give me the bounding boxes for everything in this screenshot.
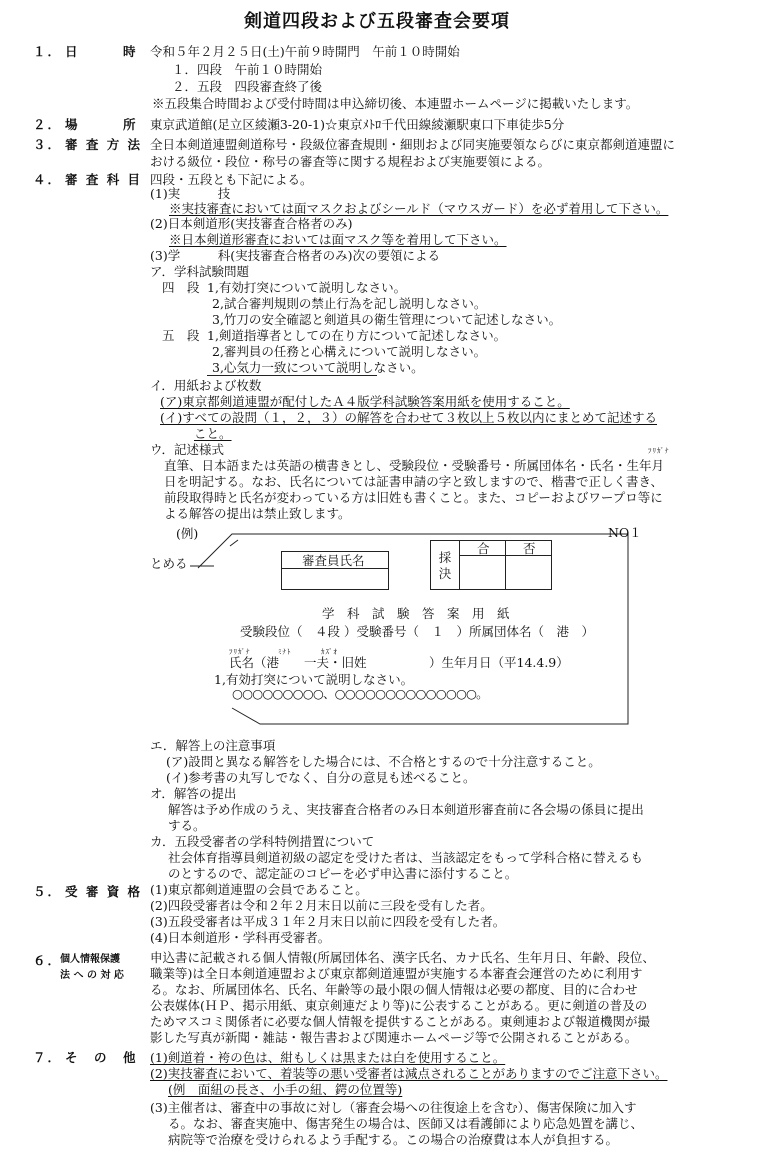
s2-venue: 東京武道館(足立区綾瀬3-20-1)☆東京ﾒﾄﾛ千代田線綾瀬駅東口下車徒歩5分: [150, 117, 565, 132]
e-item-a: (ア)設問と異なる解答をした場合には、不合格とするので十分注意すること。: [166, 754, 601, 769]
s7-line-2: (2)実技審査において、着装等の悪い受審者は減点されることがありますのでご注意下さい。: [150, 1066, 668, 1081]
s1-datetime: 令和５年２月２５日(土)午前９時開門 午前１０時開始: [150, 44, 460, 59]
s2-number: ２．: [33, 117, 63, 132]
s7-line-4: (3)主催者は、審査中の事故に対し（審査会場への往復途上を含む）、傷害保険に加入す: [150, 1100, 637, 1115]
u-line-3: 前段取得時と氏名が変わっている方は旧姓も書くこと。また、コピーおよびワープロ等に: [164, 490, 663, 505]
s1-line-2: ２．五段 四段審査終了後: [172, 79, 323, 94]
s5-number: ５．: [33, 884, 63, 899]
examiner-name-box: [281, 551, 389, 590]
furigana-minato: ﾐﾅﾄ: [278, 648, 292, 656]
s6-line-2: 職業等)は全日本剣道連盟および東京都剣道連盟が実施する本審査会運営のために利用す: [150, 966, 643, 981]
s7-label: そ の 他: [65, 1050, 138, 1065]
furigana-kazuo: ｶｽﾞｵ: [321, 648, 338, 656]
u-heading: ウ．記述様式: [150, 442, 225, 457]
s4-item-2-note: ※日本剣道形審査においては面マスク等を着用して下さい。: [169, 232, 507, 247]
s7-line-5: る。なお、審査実施中、傷害発生の場合は、医師又は看護師により応急処置を講じ、: [168, 1116, 644, 1131]
i-item-b-line-1: (イ)すべての設問（１，２，３）の解答を合わせて３枚以上５枚以内にまとめて記述する: [160, 410, 658, 425]
furigana-name: ﾌﾘｶﾞﾅ: [229, 648, 251, 656]
go-dan-q1: 1,剣道指導者としての在り方について記述しなさい。: [207, 328, 507, 343]
s3-line-2: おける級位・段位・称号の審査等に関する規程および実施要領による。: [150, 154, 551, 169]
s4-item-1: (1)実 技: [150, 186, 231, 201]
sheet-number: NO１: [608, 525, 642, 540]
s4-item-2: (2)日本剣道形(実技審査合格者のみ): [150, 216, 353, 231]
s7-line-3: (例 面紐の長さ、小手の紐、鍔の位置等): [168, 1082, 403, 1097]
i-heading: イ．用紙および枚数: [150, 378, 262, 393]
s6-line-6: 影した写真が新聞・雑誌・報告書および関連ホームページ等で公開されることがある。: [150, 1030, 638, 1045]
s6-line-1: 申込書に記載される個人情報(所属団体名、漢字氏名、カナ氏名、生年月日、年齢、段位、: [150, 950, 655, 965]
pass-label: 合: [477, 541, 490, 556]
s4-number: ４．: [33, 172, 63, 187]
s5-line-1: (1)東京都剣道連盟の会員であること。: [150, 882, 368, 897]
s5-line-4: (4)日本剣道形・学科再受審者。: [150, 930, 331, 945]
go-dan-label: 五 段: [162, 328, 200, 343]
example-label: (例): [176, 526, 199, 541]
s3-line-1: 全日本剣道連盟剣道称号・段級位審査規則・細則および同実施要領ならびに東京都剣道連盟に: [150, 137, 676, 152]
ka-line-1: 社会体育指導員剣道初級の認定を受けた者は、当該認定をもって学科合格に替えるも: [168, 850, 644, 865]
o-line-1: 解答は予め作成のうえ、実技審査合格者のみ日本剣道形審査前に各会場の係員に提出: [168, 802, 644, 817]
yon-dan-q2: 2,試合審判規則の禁止行為を記し説明しなさい。: [212, 296, 487, 311]
s3-number: ３．: [33, 137, 63, 152]
s7-line-1: (1)剣道着・袴の色は、紺もしくは黒または白を使用すること。: [150, 1050, 506, 1065]
s1-line-1: １．四段 午前１０時開始: [172, 62, 323, 77]
s1-note: ※五段集合時間および受付時間は申込締切後、本連盟ホームページに掲載いたします。: [152, 96, 639, 111]
o-line-2: する。: [168, 818, 206, 833]
staple-label: とめる: [150, 556, 188, 571]
s6-line-5: ためマスコミ関係者に必要な個人情報を提供することがある。東剣連および報道機関が撮: [150, 1014, 651, 1029]
examiner-name-label: 審査員氏名: [302, 553, 365, 568]
s7-number: ７．: [33, 1050, 63, 1065]
u-line-1: 直筆、日本語または英語の横書きとし、受験段位・受験番号・所属団体名・氏名・生年月: [164, 458, 665, 473]
u-line-4: よる解答の提出は禁止致します。: [164, 506, 351, 521]
page-title: 剣道四段および五段審査会要項: [244, 11, 510, 32]
a-heading: ア．学科試験問題: [150, 264, 250, 279]
e-item-b: (イ)参考書の丸写しでなく、自分の意見も述べること。: [166, 770, 476, 785]
s6-line-4: 公表媒体(ＨＰ、掲示用紙、東京剣連だより等)に公表することがある。更に剣道の普及の: [150, 998, 648, 1013]
ka-line-2: のとするので、認定証のコピーを必ず申込書に添付すること。: [168, 866, 518, 881]
answer-sheet-title: 学 科 試 験 答 案 用 紙: [322, 606, 510, 621]
s6-number: ６．: [33, 953, 63, 968]
go-dan-q3: 3,心気力一致について説明しなさい。: [212, 360, 424, 375]
u-line-2: 日を明記する。なお、氏名については証書申請の字と致しますので、楷書で正しく書き、: [164, 474, 664, 489]
example-question: 1,有効打突について説明しなさい。: [214, 672, 414, 687]
s4-item-3: (3)学 科(実技審査合格者のみ)次の要領による: [150, 248, 440, 263]
candidate-name-line: 氏名（港 一夫・旧姓 ）生年月日（平14.4.9）: [229, 655, 569, 670]
s4-intro: 四段・五段とも下記による。: [150, 172, 313, 187]
s6-label-line-2: 法 へ の 対 応: [60, 970, 124, 981]
s1-number: １．: [33, 44, 63, 59]
s4-item-1-note: ※実技審査においては面マスクおよびシールド（マウスガード）を必ず着用して下さい。: [169, 201, 669, 216]
example-answer-circles: ○○○○○○○○○、○○○○○○○○○○○○○○。: [232, 686, 488, 701]
s6-label-line-1: 個人情報保護: [60, 954, 120, 965]
yon-dan-q3: 3,竹刀の安全確認と剣道具の衛生管理について記述しなさい。: [212, 312, 562, 327]
fail-label: 否: [523, 541, 536, 556]
e-heading: エ．解答上の注意事項: [150, 738, 276, 753]
s5-line-2: (2)四段受審者は令和２年２月末日以前に三段を受有した者。: [150, 898, 493, 913]
s5-label: 受 審 資 格: [65, 884, 143, 899]
o-heading: オ．解答の提出: [150, 786, 237, 801]
candidate-fields: 受験段位（ ４段 ）受験番号（ １ ）所属団体名（ 港 ）: [240, 624, 594, 639]
furigana-mark: ﾌﾘｶﾞﾅ: [648, 447, 670, 455]
ka-heading: カ．五段受審者の学科特例措置について: [150, 834, 375, 849]
verdict-box: [430, 540, 552, 590]
s6-line-3: る。なお、所属団体名、氏名、年齢等の最小限の個人情報は必要の都度、目的に合わせ: [150, 982, 638, 997]
s7-line-6: 病院等で治療を受けられるよう手配する。この場合の治療費は本人が負担する。: [168, 1132, 619, 1147]
s4-label: 審 査 科 目: [65, 172, 143, 187]
verdict-label: 採決: [438, 550, 452, 581]
i-item-a: (ア)東京都剣道連盟が配付したＡ４版学科試験答案用紙を使用すること。: [160, 394, 570, 409]
go-dan-underline: [207, 375, 377, 376]
s5-line-3: (3)五段受審者は平成３１年２月末日以前に四段を受有した者。: [150, 914, 506, 929]
s2-label: 場 所: [65, 117, 138, 132]
s1-label: 日 時: [65, 44, 138, 59]
yon-dan-q1: 1,有効打突について説明しなさい。: [207, 280, 407, 295]
go-dan-q2: 2,審判員の任務と心構えについて説明しなさい。: [212, 344, 487, 359]
yon-dan-label: 四 段: [162, 280, 200, 295]
s3-label: 審 査 方 法: [65, 137, 143, 152]
i-item-b-line-2: こと。: [194, 426, 232, 441]
